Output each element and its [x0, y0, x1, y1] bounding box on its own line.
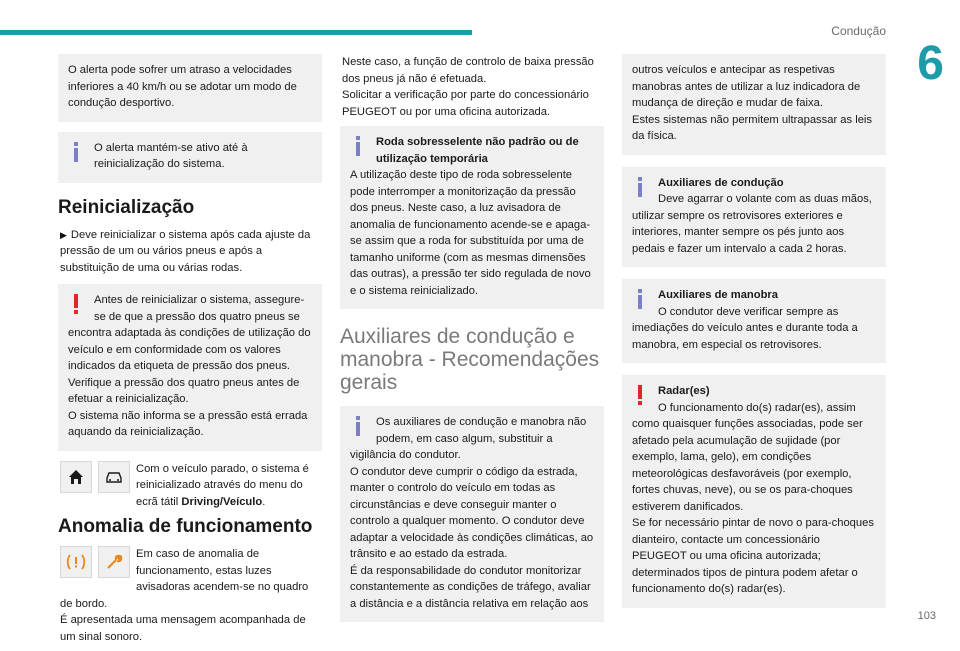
driving-assist-text: Deve agarrar o volante com as duas mãos, utilizar sempre os retrovisores exteriores e interiores, manter sempre os pés junto aos pedais e fazer um intervalo a cada 2 horas.	[632, 193, 872, 255]
page-header-title: Condução	[831, 24, 886, 38]
touch-menu-label: Driving/Veículo	[181, 495, 263, 508]
manoeuvre-assist-box	[622, 279, 886, 363]
radar-text-2: Se for necessário pintar de novo o para-choques dianteiro, contacte um concessionário PEUGEOT ou uma oficina autorizada; determinados tipos de pintura podem afetar o funcionamento do(s) radar(es).	[632, 517, 874, 595]
section-title-driving-aids: Auxiliares de condução e manobra - Recomendações gerais	[340, 325, 600, 394]
anomaly-text-2: É apresentada uma mensagem acompanhada de um sinal sonoro.	[60, 614, 306, 643]
touch-end: .	[262, 495, 266, 508]
continued-text-2: Estes sistemas não permitem ultrapassar as leis da física.	[632, 113, 873, 142]
info-icon	[632, 175, 654, 201]
driving-aids-text-3: É da responsabilidade do condutor monitorizar constantemente as condições de tráfego, avaliar a distância e a distância relativa em relação aos	[350, 564, 591, 610]
warning-icon	[68, 292, 90, 318]
car-icon	[98, 461, 130, 493]
spare-wheel-text: A utilização deste tipo de roda sobresselente pode interromper a monitorização da pressão dos pneus. Neste caso, a luz avisadora de anomalia de funcionamento acende-se e apaga-se assim que a roda for substituída por uma de tamanho uniforme (com as mesmas dimensões das outras), a pressão ter sido regulada de novo e o sistema reinicializado.	[350, 169, 591, 297]
spare-wheel-title: Roda sobresselente não padrão ou de utilização temporária	[376, 136, 579, 165]
column2-para-1	[340, 54, 604, 120]
note-box	[58, 54, 322, 122]
continued-box	[622, 54, 886, 155]
continued-text: outros veículos e antecipar as respetivas manobras antes de utilizar a luz indicadora de mudança de direção e mudar de faixa.	[632, 64, 861, 109]
warning-text-2: O sistema não informa se a pressão está errada aquando da reinicialização.	[68, 409, 308, 438]
home-icon	[60, 461, 92, 493]
reinit-text: Deve reinicializar o sistema após cada ajuste da pressão de um ou vários pneus e após a substituição de uma ou várias rodas.	[60, 228, 311, 274]
reinit-paragraph	[58, 227, 322, 277]
info-icon	[350, 134, 372, 160]
column2-text-2: Solicitar a verificação por parte do concessionário PEUGEOT ou por uma oficina autorizada.	[342, 89, 589, 118]
radar-warning-box	[622, 375, 886, 608]
touch-icons	[60, 461, 130, 493]
info-icon	[350, 414, 372, 440]
manoeuvre-assist-text: O condutor deve verificar sempre as imediações do veículo antes e durante toda a manobra, em especial os retrovisores.	[632, 305, 858, 351]
anomaly-paragraph	[58, 546, 322, 645]
radar-text: O funcionamento do(s) radar(es), assim como quaisquer funções associadas, pode ser afetado pela acumulação de sujidade (por exemplo, lama, gelo), em condições meteorológicas desfavoráveis (por exemplo, fortes chuvas, neve), ou se os para-choques estiverem danificados.	[632, 401, 863, 513]
column-2	[340, 54, 604, 632]
warning-icon	[632, 383, 654, 409]
column-3	[622, 54, 886, 618]
section-title-anomaly: Anomalia de funcionamento	[58, 516, 313, 537]
driving-aids-text-2: O condutor deve cumprir o código da estrada, manter o controlo do veículo em todas as circunstâncias e deve conseguir manter o controlo a qualquer momento. O condutor deve adaptar a velocidade às condições climáticas, ao trânsito e ao estado da estrada.	[350, 465, 594, 560]
bullet-arrow-icon: ▶	[60, 229, 67, 240]
column-1	[58, 54, 322, 651]
info-text: O alerta mantém-se ativo até à reinicialização do sistema.	[94, 141, 248, 170]
column2-text-1: Neste caso, a função de controlo de baixa pressão dos pneus já não é efetuada.	[342, 56, 594, 85]
touch-text: Com o veículo parado, o sistema é reinicializado através do menu do ecrã tátil	[136, 462, 309, 508]
warning-text: Antes de reinicializar o sistema, assegure-se de que a pressão dos quatro pneus se encontra adaptada às condições de utilização do veículo e em conformidade com os valores indicados da etiqueta de pressão dos pneus. Verifique a pressão dos quatro pneus antes de efetuar a reinicialização.	[68, 294, 311, 405]
radar-title: Radar(es)	[658, 385, 710, 397]
wrench-icon	[98, 546, 130, 578]
driving-assist-box	[622, 167, 886, 268]
touch-paragraph	[58, 461, 322, 511]
info-icon	[68, 140, 90, 166]
info-icon	[632, 287, 654, 313]
section-title-reinit: Reinicialização	[58, 196, 195, 218]
driving-assist-title: Auxiliares de condução	[658, 176, 784, 189]
spare-wheel-box	[340, 126, 604, 309]
note-text: O alerta pode sofrer um atraso a velocidades inferiores a 40 km/h ou se adotar um modo de condução desportivo.	[68, 64, 297, 109]
page-number: 103	[917, 610, 936, 622]
info-box	[58, 132, 322, 183]
warning-box	[58, 284, 322, 451]
anomaly-icons	[60, 546, 130, 578]
driving-aids-info-box	[340, 406, 604, 622]
driving-aids-text-1: Os auxiliares de condução e manobra não podem, em caso algum, substituir a vigilância do condutor.	[350, 416, 587, 461]
manoeuvre-assist-title: Auxiliares de manobra	[658, 289, 778, 301]
header-accent-bar	[0, 30, 472, 35]
tyre-warning-icon	[60, 546, 92, 578]
anomaly-text: Em caso de anomalia de funcionamento, estas luzes avisadoras acendem-se no quadro de bordo.	[60, 548, 309, 610]
chapter-number: 6	[917, 37, 944, 90]
